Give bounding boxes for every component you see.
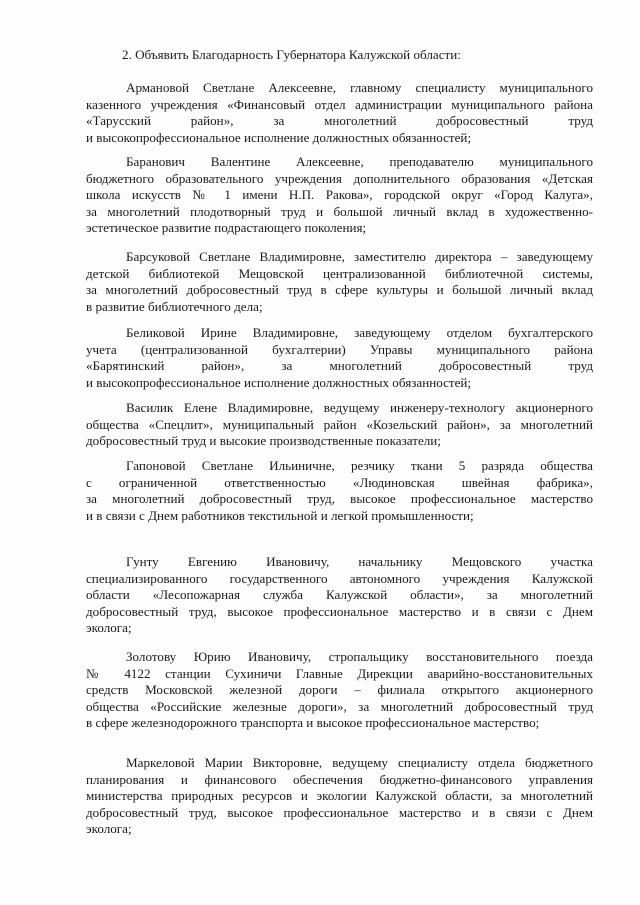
paragraph-line: эстетическое развитие подрастающего поколения; <box>86 220 367 235</box>
paragraph-line: в развитие библиотечного дела; <box>86 298 263 314</box>
paragraph-line: в сфере железнодорожного транспорта и высокое профессиональное мастерство; <box>86 715 540 730</box>
paragraph-line: за многолетний добросовестный труд в сфере культуры и большой личный вклад <box>86 282 593 297</box>
paragraph-line: «Тарусский район», за многолетний добросовестный труд <box>86 113 593 128</box>
paragraph-line: добросовестный труд, высокое профессиональное мастерство и в связи с Днем <box>86 603 593 619</box>
paragraph-line: с ограниченной ответственностью «Людиновская швейная фабрика», <box>86 474 593 490</box>
paragraph-line: за многолетний плодотворный труд и большой личный вклад в художественно- <box>86 203 593 219</box>
section-heading: 2. Объявить Благодарность Губернатора Калужской области: <box>122 47 461 62</box>
paragraph-line: области «Лесопожарная служба Калужской области», за многолетний <box>86 587 593 602</box>
paragraph-line: Барсуковой Светлане Владимировне, заместителю директора – заведующему <box>126 249 593 264</box>
paragraph-line: № 4122 станции Сухиничи Главные Дирекции аварийно-восстановительных <box>86 665 593 681</box>
paragraph-line: общества «Спецлит», муниципальный район «Козельский район», за многолетний <box>86 416 593 432</box>
paragraph-line: общества «Российские железные дороги», за многолетний добросовестный труд <box>86 698 593 714</box>
award-paragraph <box>86 249 593 315</box>
paragraph-line: эколога; <box>86 620 132 635</box>
paragraph-line: Золотову Юрию Ивановичу, стропальщику восстановительного поезда <box>126 649 593 664</box>
paragraph-line: Армановой Светлане Алексеевне, главному специалисту муниципального <box>126 80 593 95</box>
paragraph-line: и высокопрофессиональное исполнение должностных обязанностей; <box>86 374 472 390</box>
paragraph-line: Гунту Евгению Ивановичу, начальнику Мещовского участка <box>126 554 593 569</box>
paragraph-line: министерства природных ресурсов и экологии Калужской области, за многолетний <box>86 788 593 803</box>
paragraph-line: средств Московской железной дороги – филиала открытого акционерного <box>86 682 593 697</box>
paragraph-line: Гапоновой Светлане Ильиничне, резчику ткани 5 разряда общества <box>126 458 593 473</box>
paragraph-line: Беликовой Ирине Владимировне, заведующему отделом бухгалтерского <box>126 325 593 340</box>
award-paragraph <box>86 400 593 450</box>
award-paragraph <box>86 554 593 637</box>
award-paragraph <box>86 458 593 524</box>
paragraph-line: планирования и финансового обеспечения бюджетно-финансового управления <box>86 771 593 787</box>
paragraph-line: детской библиотекой Мещовской централизованной библиотечной системы, <box>86 265 593 281</box>
award-paragraph <box>86 325 593 391</box>
award-paragraph <box>86 755 593 838</box>
paragraph-line: учета (централизованной бухгалтерии) Управы муниципального района <box>86 341 593 357</box>
paragraph-line: и высокопрофессиональное исполнение должностных обязанностей; <box>86 129 472 145</box>
paragraph-line: добросовестный труд и высокие производственные показатели; <box>86 433 441 448</box>
paragraph-line: добросовестный труд, высокое профессиональное мастерство и в связи с Днем <box>86 804 593 820</box>
paragraph-line: Баранович Валентине Алексеевне, преподавателю муниципального <box>126 154 593 169</box>
paragraph-line: казенного учреждения «Финансовый отдел администрации муниципального района <box>86 96 593 112</box>
paragraph-line: за многолетний добросовестный труд, высокое профессиональное мастерство <box>86 491 593 506</box>
paragraph-line: специализированного государственного автономного учреждения Калужской <box>86 570 593 586</box>
paragraph-line: бюджетного образовательного учреждения дополнительного образования «Детская <box>86 170 593 186</box>
award-paragraph <box>86 649 593 732</box>
paragraph-line: Маркеловой Марии Викторовне, ведущему специалисту отдела бюджетного <box>126 755 593 770</box>
paragraph-line: «Барятинский район», за многолетний добросовестный труд <box>86 358 593 373</box>
paragraph-line: и в связи с Днем работников текстильной и легкой промышленности; <box>86 507 474 523</box>
paragraph-line: эколога; <box>86 821 132 836</box>
award-paragraph <box>86 154 593 237</box>
paragraph-line: Василик Елене Владимировне, ведущему инженеру-технологу акционерного <box>126 400 593 415</box>
award-paragraph <box>86 80 593 146</box>
paragraph-line: школа искусств № 1 имени Н.П. Ракова», городской округ «Город Калуга», <box>86 187 593 202</box>
